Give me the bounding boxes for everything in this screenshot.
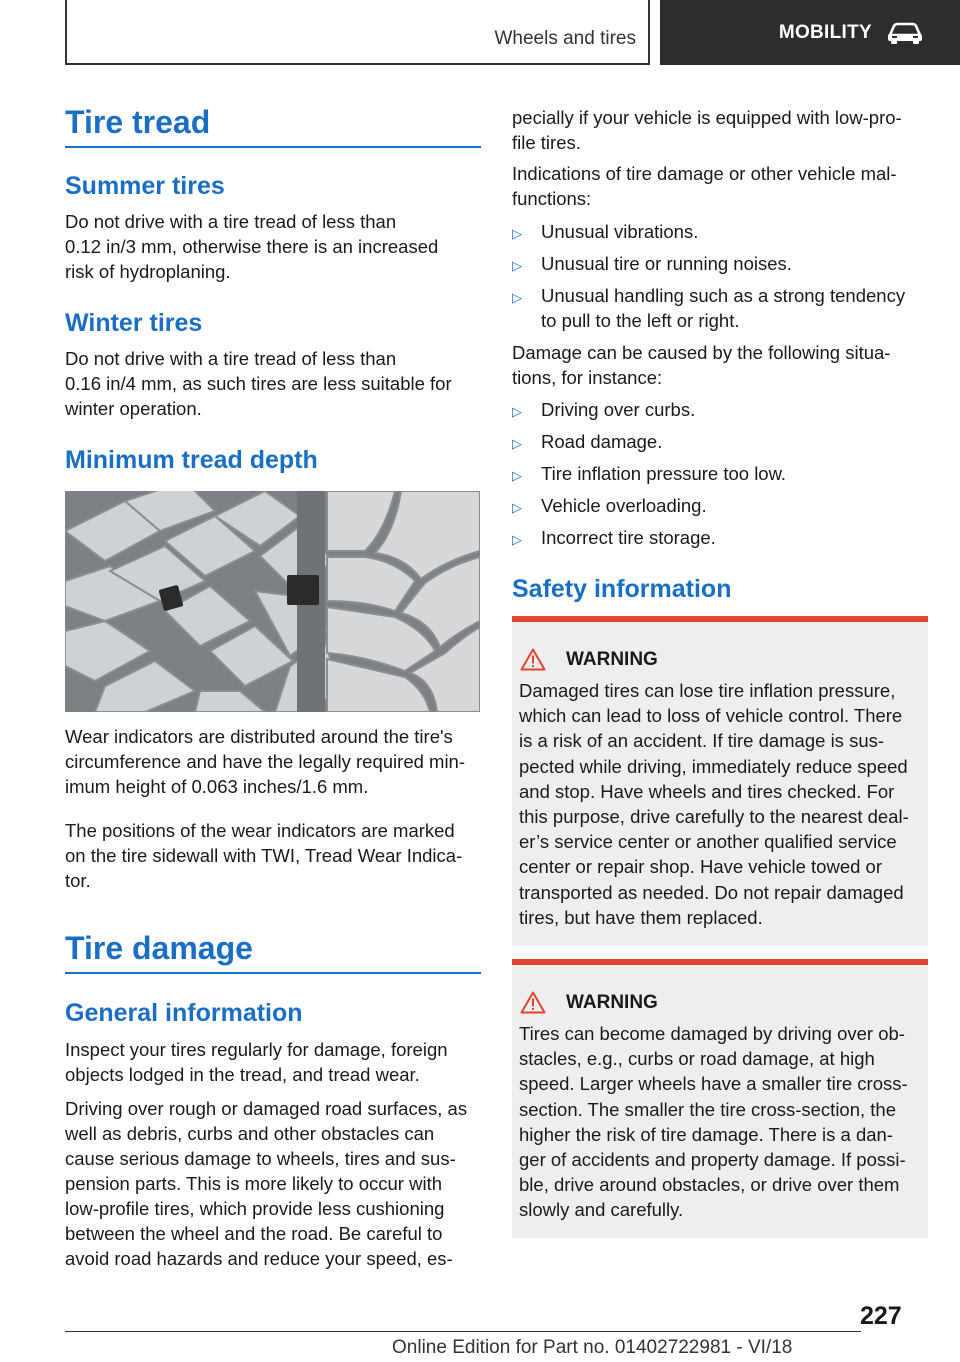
warning-title: WARNING xyxy=(566,648,658,670)
text-line: higher the risk of tire damage. There is a dan- xyxy=(519,1123,893,1145)
text-line: Do not drive with a tire tread of less than xyxy=(65,211,397,232)
heading-safety-information: Safety information xyxy=(512,575,732,603)
bullet-triangle-icon: ▷ xyxy=(512,468,522,483)
paragraph-indications xyxy=(512,161,932,211)
footer-edition: Online Edition for Part no. 01402722981 - VI/18 xyxy=(392,1337,793,1358)
list-item xyxy=(512,397,932,424)
text-line: which can lead to loss of vehicle control. There xyxy=(519,705,903,727)
warning-triangle-icon xyxy=(520,991,546,1014)
bullet-triangle-icon: ▷ xyxy=(512,290,522,305)
text-line: file tires. xyxy=(512,132,581,153)
text-line: Inspect your tires regularly for damage, foreign xyxy=(65,1039,448,1060)
text-line: to pull to the left or right. xyxy=(541,310,740,331)
tire-tread-wear-indicator-illustration xyxy=(65,491,480,712)
header-chapter-label: MOBILITY xyxy=(778,21,872,43)
heading-minimum-tread-depth: Minimum tread depth xyxy=(65,446,318,474)
header-section-title: Wheels and tires xyxy=(494,28,636,49)
text-line: Tires can become damaged by driving over ob- xyxy=(519,1023,905,1044)
text-line: and stop. Have wheels and tires checked. For xyxy=(519,780,895,802)
text-line: winter operation. xyxy=(65,398,202,419)
text-line: er’s service center or another qualified service xyxy=(519,831,897,853)
text-line: stacles, e.g., curbs or road damage, at high xyxy=(519,1048,875,1070)
text-line: transported as needed. Do not repair damaged xyxy=(519,881,904,903)
bullet-triangle-icon: ▷ xyxy=(512,500,522,515)
text-line: The positions of the wear indicators are marked xyxy=(65,820,455,841)
heading-rule xyxy=(65,146,481,148)
heading-tire-damage: Tire damage xyxy=(65,930,253,966)
warning-title: WARNING xyxy=(566,991,658,1013)
warning-header xyxy=(520,991,658,1014)
text-line: 0.12 in/3 mm, otherwise there is an increased xyxy=(65,236,439,257)
text-line: Road damage. xyxy=(541,431,663,452)
list-item xyxy=(512,461,932,488)
text-line: Unusual vibrations. xyxy=(541,221,699,242)
text-line: pension parts. This is more likely to occur with xyxy=(65,1173,443,1194)
text-line: tions, for instance: xyxy=(512,367,663,388)
header-right-rule xyxy=(648,0,650,65)
text-line: Damaged tires can lose tire inflation pressure, xyxy=(519,680,896,701)
list-item xyxy=(512,283,932,333)
list-item xyxy=(512,219,932,246)
text-line: Incorrect tire storage. xyxy=(541,527,716,548)
paragraph-continued-low-profile xyxy=(512,105,932,155)
page-number: 227 xyxy=(860,1302,902,1330)
header-bottom-rule xyxy=(65,63,650,65)
paragraph-rough-road xyxy=(65,1096,485,1271)
list-item xyxy=(512,429,932,456)
warning-box xyxy=(512,616,928,946)
text-line: this purpose, drive carefully to the nearest deal- xyxy=(519,806,909,828)
text-line: section. The smaller the tire cross-section, the xyxy=(519,1098,897,1120)
bullet-triangle-icon: ▷ xyxy=(512,226,522,241)
text-line: speed. Larger wheels have a smaller tire cross- xyxy=(519,1073,908,1095)
paragraph-inspect-tires xyxy=(65,1037,485,1087)
text-line: cause serious damage to wheels, tires and sus- xyxy=(65,1148,456,1169)
paragraph-wear-indicators xyxy=(65,724,485,799)
text-line: risk of hydroplaning. xyxy=(65,261,231,282)
heading-rule xyxy=(65,972,481,974)
text-line: ger of accidents and property damage. If possi- xyxy=(519,1149,906,1171)
text-line: Driving over rough or damaged road surfaces, as xyxy=(65,1098,468,1119)
tire-tread-drawing xyxy=(65,491,480,712)
text-line: center or repair shop. Have vehicle towed or xyxy=(519,856,882,878)
text-line: tires, but have them replaced. xyxy=(519,906,763,928)
list-item xyxy=(512,525,932,552)
header-left-rule xyxy=(65,0,67,65)
text-line: imum height of 0.063 inches/1.6 mm. xyxy=(65,776,369,797)
text-line: well as debris, curbs and other obstacles can xyxy=(65,1123,435,1144)
text-line: 0.16 in/4 mm, as such tires are less suitable for xyxy=(65,373,452,394)
text-line: on the tire sidewall with TWI, Tread Wear Indica- xyxy=(65,845,463,866)
text-line: Driving over curbs. xyxy=(541,399,696,420)
text-line: Unusual tire or running noises. xyxy=(541,253,792,274)
text-line: ble, drive around obstacles, or drive over them xyxy=(519,1174,900,1196)
warning-text xyxy=(519,678,924,930)
text-line: Vehicle overloading. xyxy=(541,495,707,516)
bullet-triangle-icon: ▷ xyxy=(512,532,522,547)
bullet-triangle-icon: ▷ xyxy=(512,436,522,451)
text-line: slowly and carefully. xyxy=(519,1199,684,1221)
heading-winter-tires: Winter tires xyxy=(65,309,203,337)
text-line: circumference and have the legally required min- xyxy=(65,751,466,772)
text-line: Damage can be caused by the following situa- xyxy=(512,342,891,363)
heading-tire-tread: Tire tread xyxy=(65,104,211,140)
text-line: objects lodged in the tread, and tread wear. xyxy=(65,1064,420,1085)
text-line: Wear indicators are distributed around the tire's xyxy=(65,726,453,747)
car-icon xyxy=(886,21,924,45)
bullet-triangle-icon: ▷ xyxy=(512,404,522,419)
text-line: avoid road hazards and reduce your speed, es- xyxy=(65,1248,453,1269)
text-line: pected while driving, immediately reduce speed xyxy=(519,755,908,777)
paragraph-winter-tires xyxy=(65,346,481,421)
text-line: Unusual handling such as a strong tendency xyxy=(541,285,906,306)
text-line: is a risk of an accident. If tire damage is sus- xyxy=(519,730,885,752)
heading-general-information: General information xyxy=(65,999,303,1027)
warning-header xyxy=(520,648,658,671)
warning-triangle-icon xyxy=(520,648,546,671)
warning-text xyxy=(519,1021,924,1223)
list-item xyxy=(512,251,932,278)
text-line: tor. xyxy=(65,870,91,891)
heading-summer-tires: Summer tires xyxy=(65,172,225,200)
paragraph-twi-positions xyxy=(65,818,485,893)
text-line: functions: xyxy=(512,188,592,209)
paragraph-damage-causes xyxy=(512,340,932,390)
text-line: low-profile tires, which provide less cushioning xyxy=(65,1198,445,1219)
text-line: between the wheel and the road. Be careful to xyxy=(65,1223,443,1244)
text-line: Indications of tire damage or other vehicle mal- xyxy=(512,163,897,184)
header-chapter-tab[interactable] xyxy=(660,0,960,65)
warning-box xyxy=(512,959,928,1238)
text-line: Do not drive with a tire tread of less than xyxy=(65,348,397,369)
text-line: Tire inflation pressure too low. xyxy=(541,463,787,484)
list-item xyxy=(512,493,932,520)
paragraph-summer-tires xyxy=(65,209,481,284)
text-line: pecially if your vehicle is equipped with low-pro- xyxy=(512,107,902,128)
bullet-triangle-icon: ▷ xyxy=(512,258,522,273)
footer-rule xyxy=(65,1331,861,1332)
